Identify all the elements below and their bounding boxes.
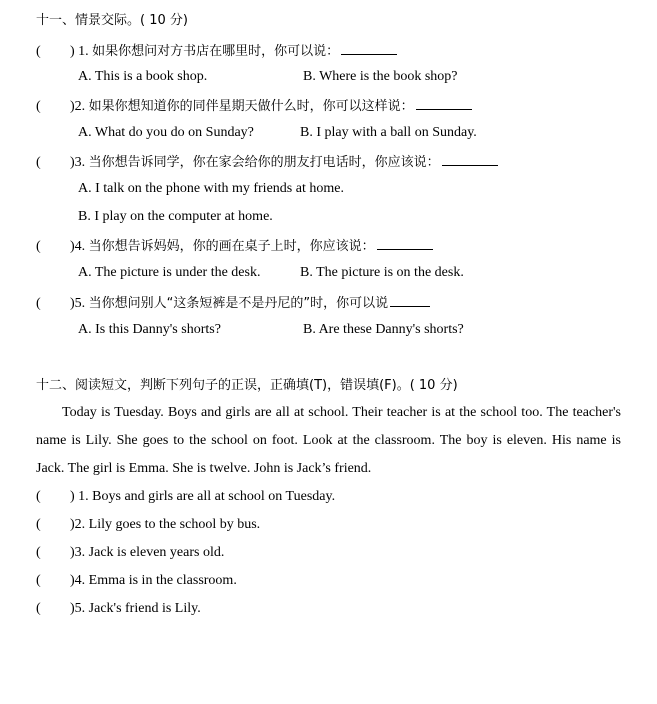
answer-paren[interactable]: ( [36,601,41,616]
question-text: 如果你想知道你的同伴星期天做什么时，你可以这样说： [88,99,414,114]
answer-blank[interactable] [390,294,430,307]
option-b: B. Are these Danny's shorts? [303,322,464,337]
answer-blank[interactable] [341,42,397,55]
answer-blank[interactable] [416,97,472,110]
reading-passage: Today is Tuesday. Boys and girls are all at school. Their teacher is at the school too. The teacher's name is Lily. She goes to the school on foot. Look at the classroom. The boy is eleven. His name is Jack. The girl is Emma. She is twelve. John is Jack’s friend. [36,405,621,476]
question-text: 当你想告诉同学，你在家会给你的朋友打电话时，你应该说： [88,155,440,170]
option-b: B. The picture is on the desk. [300,265,464,280]
statement-number: )5. [70,601,86,616]
statement-number: ) 1. [70,489,89,504]
statement-text: Boys and girls are all at school on Tuesday. [92,489,336,504]
option-b: B. I play on the computer at home. [78,209,273,224]
answer-paren[interactable]: ( [36,517,41,532]
statement-number: )2. [70,517,86,532]
option-a: A. The picture is under the desk. [78,265,261,280]
option-b: B. I play with a ball on Sunday. [300,125,477,140]
answer-paren[interactable]: ( [36,44,41,59]
option-a: A. Is this Danny's shorts? [78,322,221,337]
answer-paren[interactable]: ( [36,489,41,504]
statement-text: Jack is eleven years old. [88,545,225,560]
question-number: )5. [70,296,86,311]
answer-blank[interactable] [442,153,498,166]
question-text: 当你想告诉妈妈，你的画在桌子上时，你应该说： [88,239,375,254]
question-3 [36,153,498,172]
question-number: )2. [70,99,86,114]
question-2 [36,97,472,116]
section-11-heading: 十一、情景交际。( 10 分) [36,13,188,28]
option-b: B. Where is the book shop? [303,69,458,84]
question-text: 如果你想问对方书店在哪里时，你可以说： [92,44,340,59]
answer-paren[interactable]: ( [36,573,41,588]
statement-text: Lily goes to the school by bus. [88,517,261,532]
statement-number: )4. [70,573,86,588]
section-12-heading: 十二、阅读短文，判断下列句子的正误，正确填(T)，错误填(F)。( 10 分) [36,378,458,393]
answer-paren[interactable]: ( [36,239,41,254]
statement-1 [36,488,335,506]
answer-paren[interactable]: ( [36,99,41,114]
option-a: A. I talk on the phone with my friends at home. [78,181,344,196]
statement-text: Jack's friend is Lily. [88,601,201,616]
statement-4 [36,572,237,590]
statement-5 [36,600,201,618]
option-a: A. This is a book shop. [78,69,208,84]
question-number: ) 1. [70,44,89,59]
question-number: )3. [70,155,86,170]
question-text: 当你想问别人“这条短裤是不是丹尼的”时，你可以说 [88,296,389,311]
statement-number: )3. [70,545,86,560]
statement-2 [36,516,260,534]
option-a: A. What do you do on Sunday? [78,125,254,140]
question-number: )4. [70,239,86,254]
question-5 [36,294,430,313]
answer-blank[interactable] [377,237,433,250]
statement-text: Emma is in the classroom. [88,573,237,588]
answer-paren[interactable]: ( [36,545,41,560]
statement-3 [36,544,224,562]
answer-paren[interactable]: ( [36,296,41,311]
question-1 [36,42,397,61]
answer-paren[interactable]: ( [36,155,41,170]
question-4 [36,237,433,256]
